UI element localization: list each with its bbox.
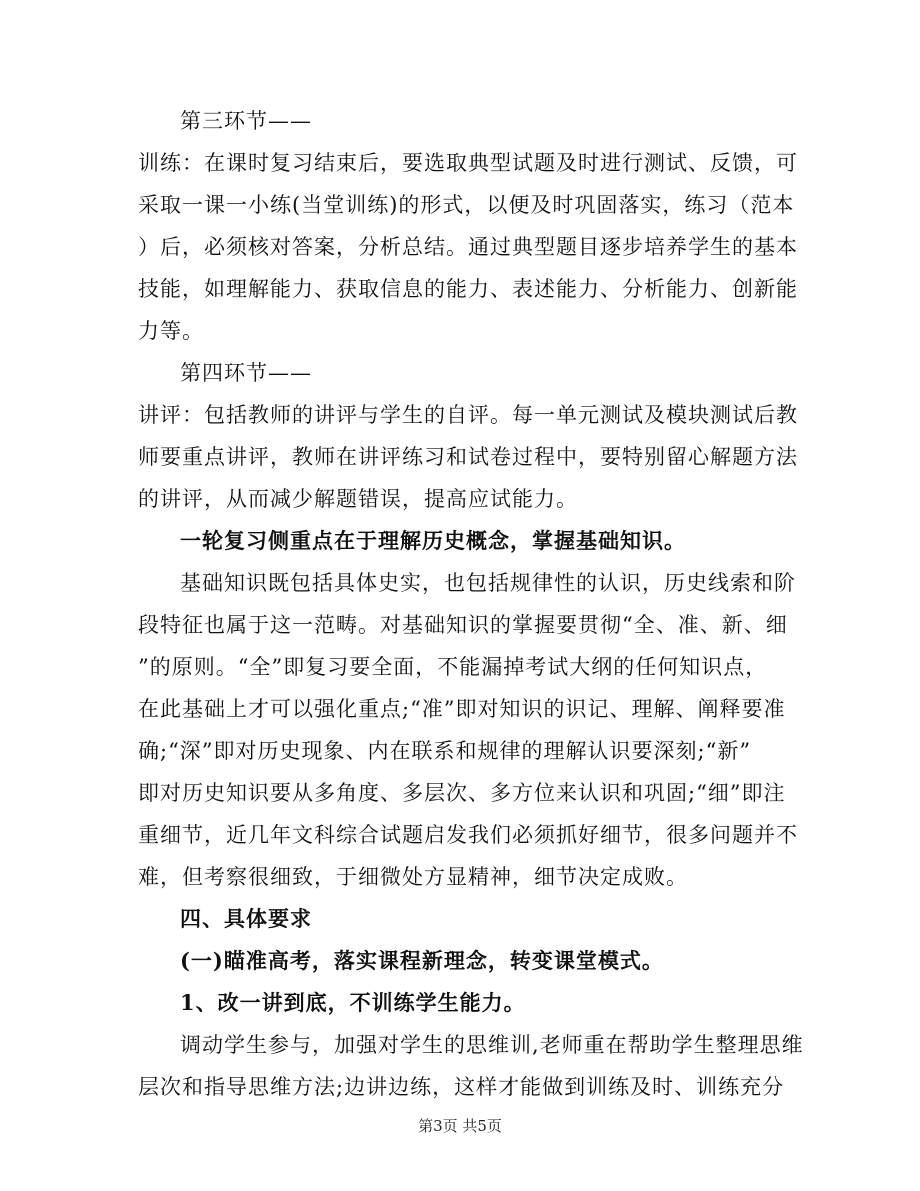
paragraph-line: 训练：在课时复习结束后，要选取典型试题及时进行测试、反馈，可	[138, 151, 798, 175]
paragraph-line: 难，但考察很细致，于细微处方显精神，细节决定成败。	[138, 865, 688, 889]
paragraph-line: 基础知识既包括具体史实，也包括规律性的认识，历史线索和阶	[180, 571, 796, 595]
page-number-footer: 第3页 共5页	[418, 1117, 502, 1135]
paragraph-line: 层次和指导思维方法;边讲边练，这样才能做到训练及时、训练充分	[138, 1075, 785, 1099]
paragraph-line: 师要重点讲评，教师在讲评练习和试卷过程中，要特别留心解题方法	[138, 445, 798, 469]
paragraph-line: 讲评：包括教师的讲评与学生的自评。每一单元测试及模块测试后教	[138, 403, 798, 427]
section-heading-third-step: 第三环节——	[180, 109, 312, 133]
paragraph-line: 在此基础上才可以强化重点;“准”即对知识的识记、理解、阐释要准	[138, 697, 786, 721]
bold-heading-specific-requirements: 四、具体要求	[180, 906, 312, 931]
paragraph-line: 技能，如理解能力、获取信息的能力、表述能力、分析能力、创新能	[138, 277, 798, 301]
paragraph-line: 的讲评，从而减少解题错误，提高应试能力。	[138, 487, 578, 511]
paragraph-line: 重细节，近几年文科综合试题启发我们必须抓好细节，很多问题并不	[138, 823, 798, 847]
paragraph-line: 确;“深”即对历史现象、内在联系和规律的理解认识要深刻;“新”	[138, 739, 752, 763]
paragraph-line: 力等。	[138, 319, 204, 343]
paragraph-line: 即对历史知识要从多角度、多层次、多方位来认识和巩固;“细”即注	[138, 781, 786, 805]
section-heading-fourth-step: 第四环节——	[180, 361, 312, 385]
paragraph-line: ”的原则。“全”即复习要全面，不能漏掉考试大纲的任何知识点，	[138, 655, 768, 679]
paragraph-line: 调动学生参与，加强对学生的思维训,老师重在帮助学生整理思维	[180, 1033, 804, 1057]
bold-heading-item-one: 1、改一讲到底，不训练学生能力。	[180, 990, 526, 1015]
paragraph-line: 段特征也属于这一范畴。对基础知识的掌握要贯彻“全、准、新、细	[138, 613, 788, 637]
paragraph-line: ）后，必须核对答案，分析总结。通过典型题目逐步培养学生的基本	[138, 235, 798, 259]
paragraph-line: 采取一课一小练(当堂训练)的形式，以便及时巩固落实，练习（范本	[138, 193, 795, 217]
bold-heading-subsection-one: (一)瞄准高考，落实课程新理念，转变课堂模式。	[180, 948, 664, 973]
bold-heading-review-focus: 一轮复习侧重点在于理解历史概念，掌握基础知识。	[180, 528, 686, 553]
